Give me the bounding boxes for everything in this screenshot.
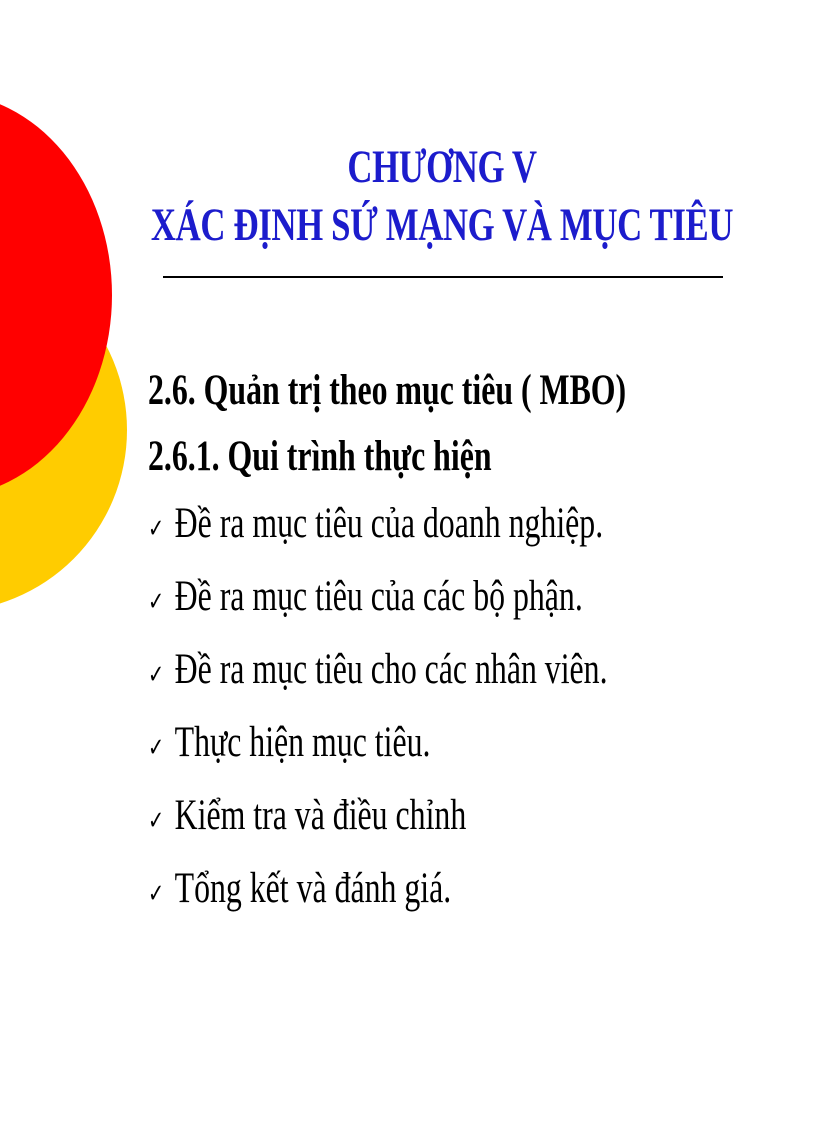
check-mark-icon: ✓ (148, 587, 165, 617)
subsection-heading: 2.6.1. Qui trình thực hiện (148, 433, 492, 480)
list-item-text: Đề ra mục tiêu của các bộ phận. (174, 573, 583, 620)
list-item-text: Kiểm tra và điều chỉnh (174, 792, 467, 839)
list-item-text: Thực hiện mục tiêu. (174, 719, 431, 766)
title-divider (163, 276, 723, 278)
list-item-text: Đề ra mục tiêu cho các nhân viên. (174, 646, 608, 693)
list-item (148, 709, 755, 782)
check-mark-icon: ✓ (148, 514, 165, 544)
list-item-text: Tổng kết và đánh giá. (174, 865, 452, 912)
check-mark-icon: ✓ (148, 879, 165, 909)
list-item (148, 563, 755, 636)
list-item (148, 855, 755, 928)
slide-title (115, 138, 769, 254)
check-mark-icon: ✓ (148, 660, 165, 690)
list-item (148, 636, 755, 709)
list-item-text: Đề ra mục tiêu của doanh nghiệp. (174, 500, 604, 547)
check-mark-icon: ✓ (148, 806, 165, 836)
chapter-title: CHƯƠNG V (347, 141, 537, 193)
check-mark-icon: ✓ (148, 733, 165, 763)
red-circle (0, 93, 112, 497)
yellow-circle (0, 248, 127, 612)
chapter-subtitle: XÁC ĐỊNH SỨ MẠNG VÀ MỤC TIÊU (150, 199, 734, 251)
list-item (148, 490, 755, 563)
slide-content (148, 358, 755, 928)
list-item (148, 782, 755, 855)
section-heading: 2.6. Quản trị theo mục tiêu ( MBO) (148, 367, 627, 414)
